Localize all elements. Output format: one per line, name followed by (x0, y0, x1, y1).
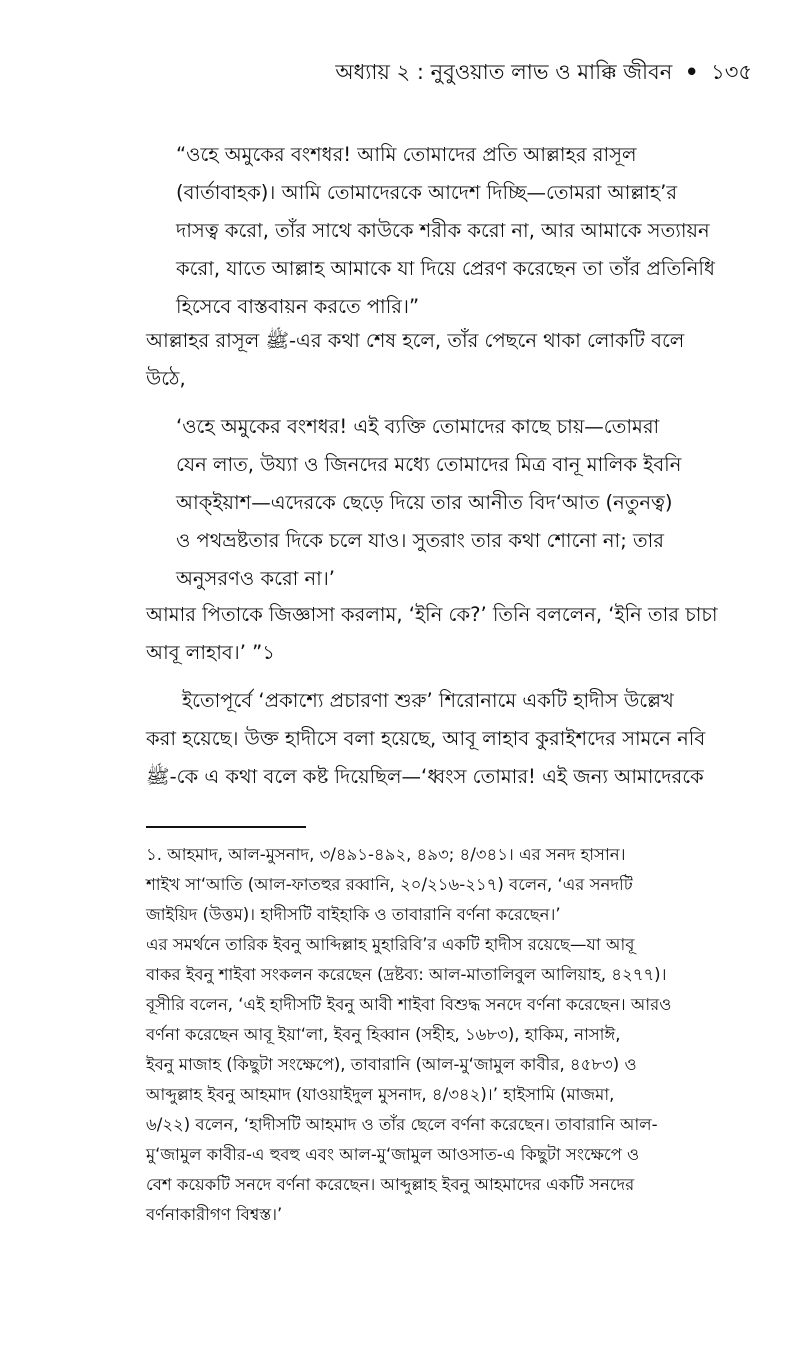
quote-line: অনুসরণও করো না।’ (176, 567, 336, 590)
running-header (335, 56, 752, 91)
footnote-line: ১. আহমাদ, আল-মুসনাদ, ৩/৪৯১-৪৯২, ৪৯৩; ৪/৩৪১। এর সনদ হাসান। (146, 845, 626, 864)
footnote-line: বর্ণনা করেছেন আবূ ইয়া‘লা, ইবনু হিব্বান (সহীহ, ১৬৮৩), হাকিম, নাসাঈ, (146, 1025, 621, 1044)
footnote-line: মু‘জামুল কাবীর-এ হুবহু এবং আল-মু‘জামুল আওসাত-এ কিছুটা সংক্ষেপে ও (146, 1145, 640, 1164)
quote-line: ও পথভ্রষ্টতার দিকে চলে যাও। সুতরাং তার কথা শোনো না; তার (176, 529, 664, 552)
footnote-line: জাইয়িদ (উত্তম)। হাদীসটি বাইহাকি ও তাবারানি বর্ণনা করেছেন।’ (146, 905, 561, 924)
footnote-line: বাকর ইবনু শাইবা সংকলন করেছেন (দ্রষ্টব্য: আল-মাতালিবুল আলিয়াহ, ৪২৭৭)। (146, 965, 667, 984)
quote-line: করো, যাতে আল্লাহ আমাকে যা দিয়ে প্রেরণ করেছেন তা তাঁর প্রতিনিধি (176, 257, 715, 280)
paragraph-line: ﷺ-কে এ কথা বলে কষ্ট দিয়েছিল—‘ধ্বংস তোমার! এই জন্য আমাদেরকে (146, 765, 704, 788)
paragraph-1 (146, 322, 742, 398)
paragraph-line: করা হয়েছে। উক্ত হাদীসে বলা হয়েছে, আবূ লাহাব কুরাইশদের সামনে নবি (146, 727, 706, 750)
quote-block-2 (176, 408, 742, 598)
footnote-line: শাইখ সা‘আতি (আল-ফাতহুর রব্বানি, ২০/২১৬-২১৭) বলেন, ‘এর সনদটি (146, 875, 633, 894)
footnote-line: বেশ কয়েকটি সনদে বর্ণনা করেছেন। আব্দুল্লাহ ইবনু আহমাদের একটি সনদের (146, 1175, 635, 1194)
quote-line: ‘ওহে অমুকের বংশধর! এই ব্যক্তি তোমাদের কাছে চায়—তোমরা (176, 415, 660, 438)
paragraph-line: আল্লাহর রাসূল ﷺ-এর কথা শেষ হলে, তাঁর পেছনে থাকা লোকটি বলে (146, 329, 685, 352)
paragraph-line: আবূ লাহাব।’ ”১ (146, 641, 275, 664)
paragraph-line: আমার পিতাকে জিজ্ঞাসা করলাম, ‘ইনি কে?’ তিনি বললেন, ‘ইনি তার চাচা (146, 603, 718, 626)
footnote-line: ৬/২২) বলেন, ‘হাদীসটি আহমাদ ও তাঁর ছেলে বর্ণনা করেছেন। তাবারানি আল- (146, 1115, 658, 1134)
quote-line: “ওহে অমুকের বংশধর! আমি তোমাদের প্রতি আল্লাহর রাসূল (176, 143, 637, 166)
paragraph-3 (146, 682, 742, 796)
paragraph-line: উঠে, (146, 367, 186, 390)
quote-line: দাসত্ব করো, তাঁর সাথে কাউকে শরীক করো না, আর আমাকে সত্যায়ন (176, 219, 710, 242)
page-number: ১৩৫ (711, 60, 752, 84)
header-separator: • (684, 60, 699, 84)
footnote-line: বূসীরি বলেন, ‘এই হাদীসটি ইবনু আবী শাইবা বিশুদ্ধ সনদে বর্ণনা করেছেন। আরও (146, 995, 672, 1014)
quote-line: আক্ইয়াশ—এদেরকে ছেড়ে দিয়ে তার আনীত বিদ‘আত (নতুনত্ব) (176, 491, 673, 514)
footnote-line: ইবনু মাজাহ (কিছুটা সংক্ষেপে), তাবারানি (আল-মু‘জামুল কাবীর, ৪৫৮৩) ও (146, 1055, 637, 1074)
quote-line: যেন লাত, উয্যা ও জিনদের মধ্যে তোমাদের মিত্র বানূ মালিক ইবনি (176, 453, 682, 476)
footnote-line: বর্ণনাকারীগণ বিশ্বস্ত।’ (146, 1205, 283, 1224)
chapter-title: অধ্যায় ২ : নুবুওয়াত লাভ ও মাক্কি জীবন (335, 60, 673, 84)
footnote (146, 840, 742, 1230)
paragraph-2 (146, 596, 742, 672)
footnote-line: এর সমর্থনে তারিক ইবনু আব্দিল্লাহ মুহারিবি’র একটি হাদীস রয়েছে—যা আবূ (146, 935, 635, 954)
footnote-line: আব্দুল্লাহ ইবনু আহমাদ (যাওয়াইদুল মুসনাদ, ৪/৩৪২)।’ হাইসামি (মাজমা, (146, 1085, 615, 1104)
quote-line: হিসেবে বাস্তবায়ন করতে পারি।” (176, 295, 420, 318)
paragraph-line: ইতোপূর্বে ‘প্রকাশ্যে প্রচারণা শুরু’ শিরোনামে একটি হাদীস উল্লেখ (182, 689, 674, 712)
quote-block-1 (176, 136, 742, 326)
footnote-divider (146, 826, 306, 828)
quote-line: (বার্তাবাহক)। আমি তোমাদেরকে আদেশ দিচ্ছি—তোমরা আল্লাহ’র (176, 181, 678, 204)
